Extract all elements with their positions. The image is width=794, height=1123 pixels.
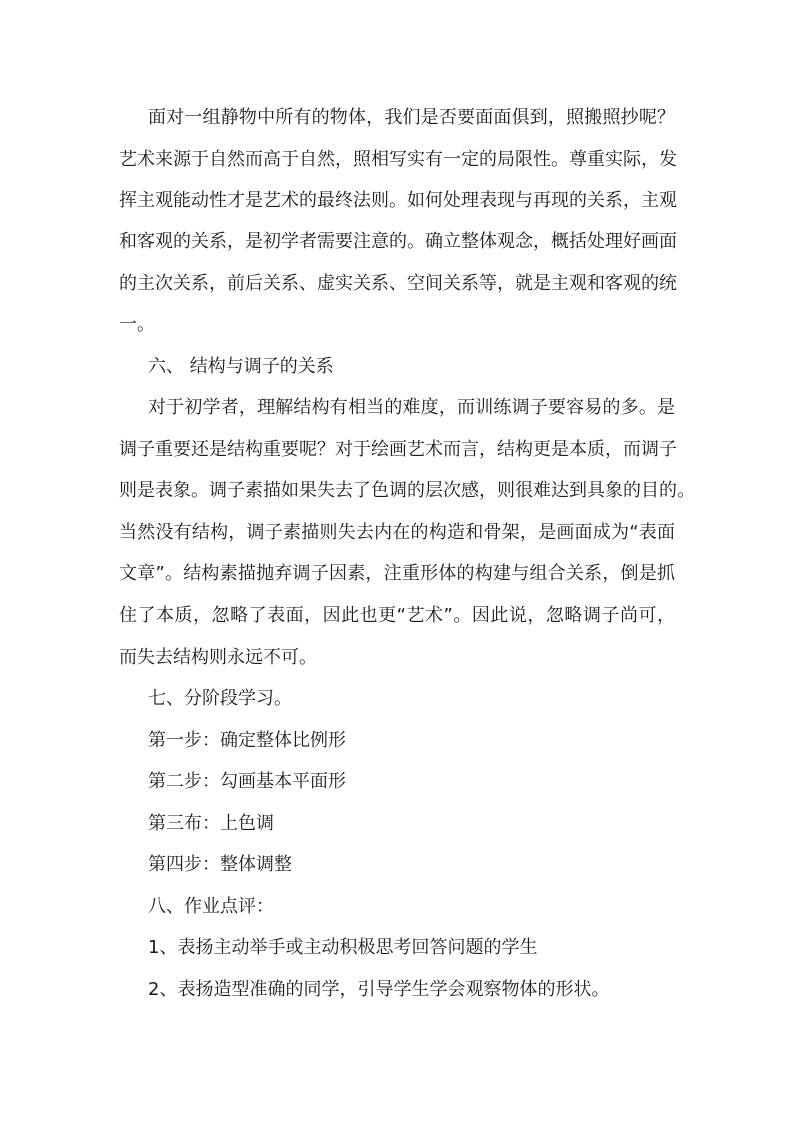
section-heading: 八、作业点评： [148,896,274,917]
paragraph-line: 艺术来源于自然而高于自然，照相写实有一定的局限性。尊重实际，发 [119,149,677,170]
paragraph-line: 而失去结构则永远不可。 [119,647,317,668]
paragraph-line: 对于初学者，理解结构有相当的难度，而训练调子要容易的多。是 [148,397,675,418]
paragraph-line: 和客观的关系，是初学者需要注意的。确立整体观念，概括处理好画面 [119,231,677,252]
paragraph-line: 面对一组静物中所有的物体，我们是否要面面俱到，照搬照抄呢？ [148,107,675,128]
list-item: 1、表扬主动举手或主动积极思考回答问题的学生 [148,937,538,958]
list-item: 第四步：整体调整 [148,854,292,875]
paragraph-line: 则是表象。调子素描如果失去了色调的层次感，则很难达到具象的目的。 [119,480,695,501]
paragraph-line: 的主次关系，前后关系、虚实关系、空间关系等，就是主观和客观的统 [119,273,677,294]
list-item: 第一步：确定整体比例形 [148,730,346,751]
section-heading: 七、分阶段学习。 [148,688,292,709]
list-item: 2、表扬造型准确的同学，引导学生学会观察物体的形状。 [148,979,610,1000]
paragraph-line: 调子重要还是结构重要呢？对于绘画艺术而言，结构更是本质，而调子 [119,439,677,460]
paragraph-line: 一。 [119,314,155,335]
paragraph-line: 挥主观能动性才是艺术的最终法则。如何处理表现与再现的关系，主观 [119,190,677,211]
list-item: 第三布：上色调 [148,813,274,834]
paragraph-line: 文章”。结构素描抛弃调子因素，注重形体的构建与组合关系，倒是抓 [119,563,675,584]
section-heading: 六、 结构与调子的关系 [148,356,334,377]
list-item: 第二步：勾画基本平面形 [148,771,346,792]
paragraph-line: 住了本质，忽略了表面，因此也更“艺术”。因此说，忽略调子尚可， [119,605,675,626]
paragraph-line: 当然没有结构，调子素描则失去内在的构造和骨架，是画面成为“表面 [119,522,675,543]
